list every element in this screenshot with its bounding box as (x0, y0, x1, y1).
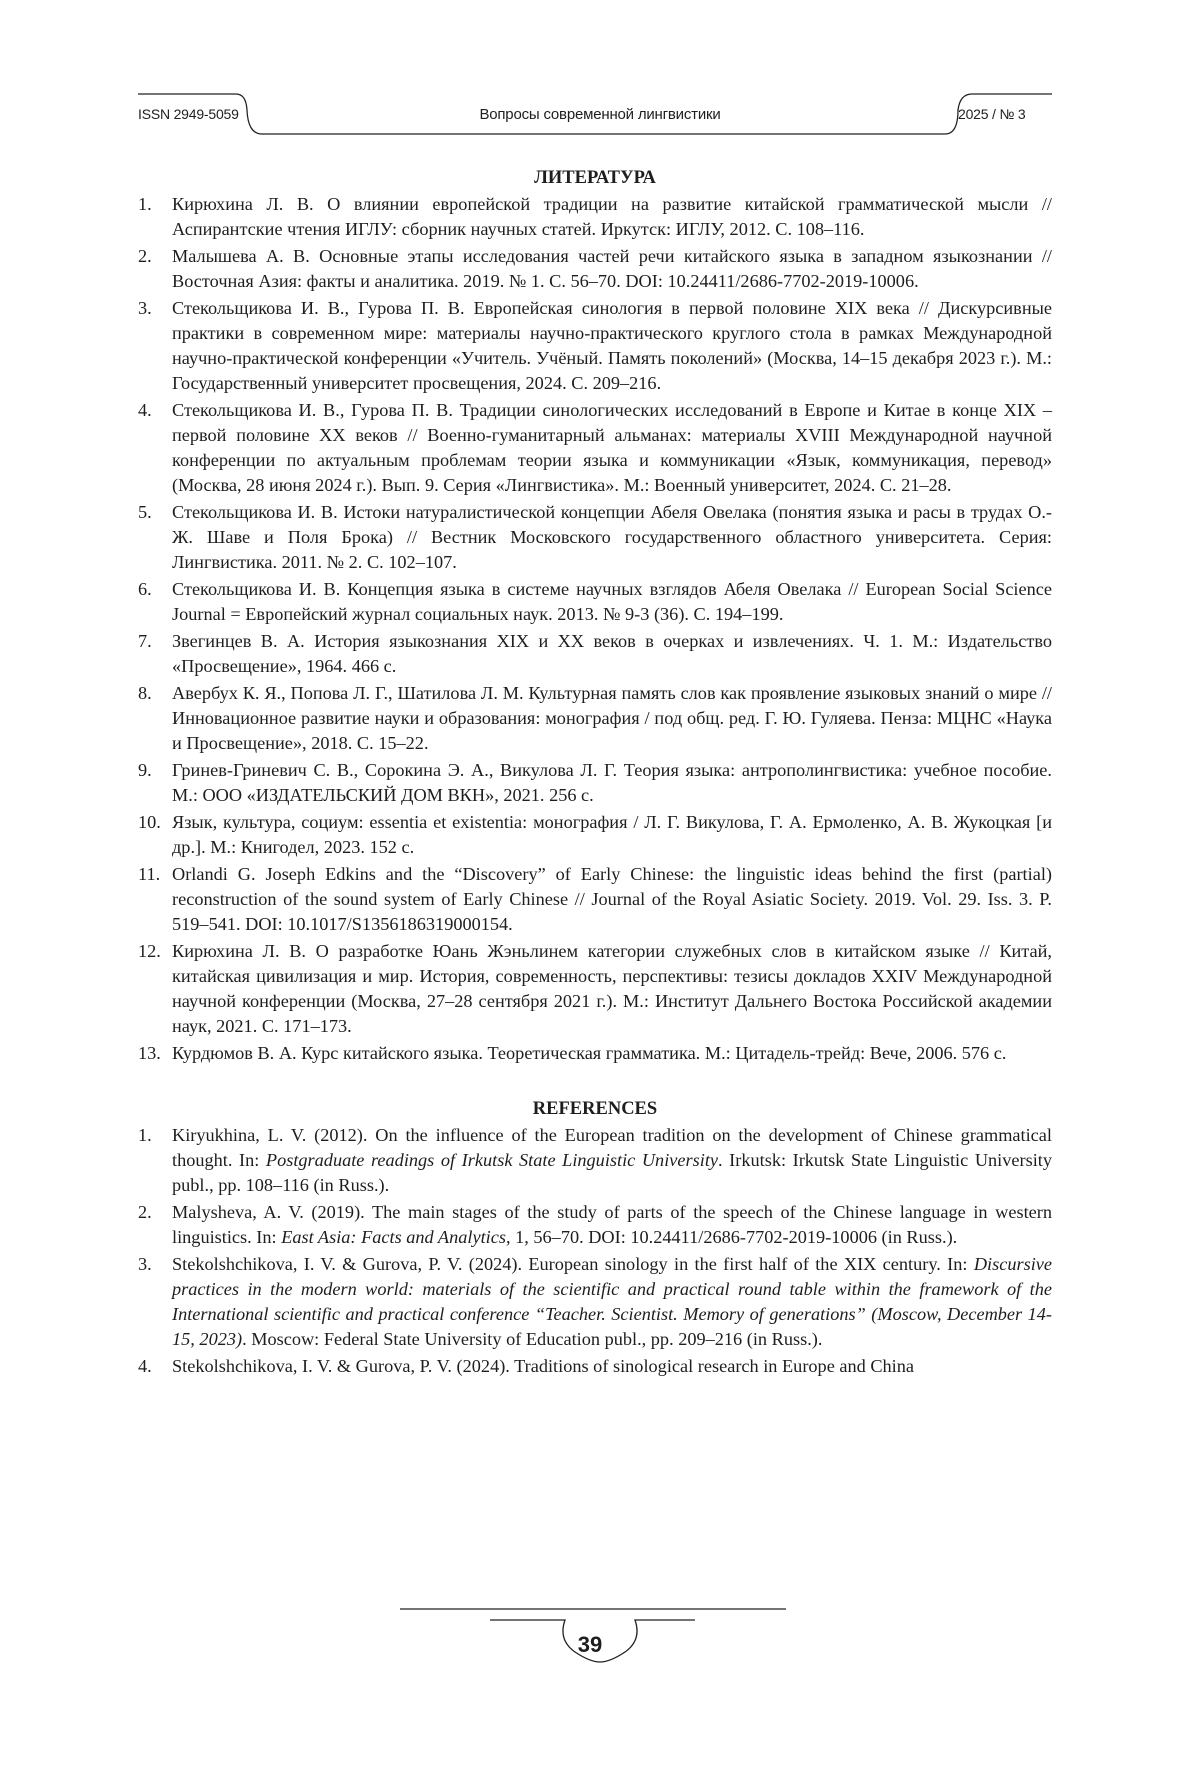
reference-text: Гринев-Гриневич С. В., Сорокина Э. А., Викулова Л. Г. Теория языка: антрополингвистика: учебное пособие. М.: ООО «ИЗДАТЕЛЬСКИЙ ДОМ ВКН», 2021. 256 с. (172, 758, 1052, 808)
reference-text-main: Kiryukhina, L. V. (2012). On the influence of the European tradition on the development of Chinese grammatical thought. In: (172, 1125, 1052, 1170)
references-heading: REFERENCES (138, 1097, 1052, 1122)
reference-item (138, 758, 1052, 808)
reference-text: Кирюхина Л. В. О влиянии европейской традиции на развитие китайской грамматической мысли // Аспирантские чтения ИГЛУ: сборник научных статей. Иркутск: ИГЛУ, 2012. С. 108–116. (172, 192, 1052, 242)
reference-number: 3. (138, 1252, 172, 1352)
reference-number: 1. (138, 1123, 172, 1198)
reference-number: 9. (138, 758, 172, 808)
reference-number: 2. (138, 244, 172, 294)
reference-item (138, 1252, 1052, 1352)
reference-item (138, 862, 1052, 937)
journal-issn: ISSN 2949-5059 (138, 106, 239, 122)
literature-list (138, 192, 1052, 1066)
page-number: 39 (560, 1632, 620, 1658)
reference-text-main: Stekolshchikova, I. V. & Gurova, P. V. (2024). European sinology in the first half of the XIX century. In: (172, 1254, 974, 1274)
reference-text: Стекольщикова И. В., Гурова П. В. Европейская синология в первой половине XIX века // Дискурсивные практики в современном мире: материалы научно-практического круглого стола в рамках Международной научно-практической конференции «Учитель. Учёный. Память поколений» (Москва, 14–15 декабря 2023 г.). М.: Государственный университет просвещения, 2024. С. 209–216. (172, 296, 1052, 396)
reference-number: 2. (138, 1200, 172, 1250)
reference-item (138, 398, 1052, 498)
reference-item (138, 1041, 1052, 1066)
reference-text-tail: . Moscow: Federal State University of Education publ., pp. 209–216 (in Russ.). (242, 1329, 822, 1349)
reference-number: 4. (138, 398, 172, 498)
reference-item (138, 1354, 1052, 1379)
page-content (138, 166, 1052, 1381)
reference-number: 3. (138, 296, 172, 396)
reference-item (138, 296, 1052, 396)
reference-number: 5. (138, 500, 172, 575)
reference-text: Курдюмов В. А. Курс китайского языка. Теоретическая грамматика. М.: Цитадель-трейд: Вече, 2006. 576 с. (172, 1041, 1052, 1066)
reference-number: 12. (138, 939, 172, 1039)
reference-text: Стекольщикова И. В. Концепция языка в системе научных взглядов Абеля Овелака // European Social Science Journal = Европейский журнал социальных наук. 2013. № 9-3 (36). С. 194–199. (172, 577, 1052, 627)
reference-text (172, 1354, 1052, 1379)
reference-text (172, 1123, 1052, 1198)
reference-text-tail: . Irkutsk: Irkutsk State Linguistic University publ., pp. 108–116 (in Russ.). (172, 1150, 1052, 1195)
reference-item (138, 577, 1052, 627)
reference-text: Стекольщикова И. В. Истоки натуралистической концепции Абеля Овелака (понятия языка и расы в трудах О.-Ж. Шаве и Поля Брока) // Вестник Московского государственного областного университета. Серия: Лингвистика. 2011. № 2. С. 102–107. (172, 500, 1052, 575)
reference-item (138, 629, 1052, 679)
reference-text: Звегинцев В. А. История языкознания XIX и XX веков в очерках и извлечениях. Ч. 1. М.: Издательство «Просвещение», 1964. 466 с. (172, 629, 1052, 679)
reference-number: 10. (138, 810, 172, 860)
reference-source-title: Postgraduate readings of Irkutsk State Linguistic University (266, 1150, 718, 1170)
journal-title: Вопросы современной лингвистики (0, 106, 1200, 123)
reference-text-main: Malysheva, A. V. (2019). The main stages of the study of parts of the speech of the Chinese language in western linguistics. In: (172, 1202, 1052, 1247)
reference-item (138, 500, 1052, 575)
reference-number: 11. (138, 862, 172, 937)
reference-item (138, 810, 1052, 860)
reference-text (172, 1252, 1052, 1352)
reference-text: Авербух К. Я., Попова Л. Г., Шатилова Л. М. Культурная память слов как проявление языковых знаний о мире // Инновационное развитие науки и образования: монография / под общ. ред. Г. Ю. Гуляева. Пенза: МЦНС «Наука и Просвещение», 2018. С. 15–22. (172, 681, 1052, 756)
reference-text: Малышева А. В. Основные этапы исследования частей речи китайского языка в западном языкознании // Восточная Азия: факты и аналитика. 2019. № 1. С. 56–70. DOI: 10.24411/2686-7702-2019-10006. (172, 244, 1052, 294)
reference-number: 13. (138, 1041, 172, 1066)
reference-text: Orlandi G. Joseph Edkins and the “Discovery” of Early Chinese: the linguistic ideas behind the first (partial) reconstruction of the sound system of Early Chinese // Journal of the Royal Asiatic Society. 2019. Vol. 29. Iss. 3. P. 519–541. DOI: 10.1017/S1356186319000154. (172, 862, 1052, 937)
reference-source-title: Discursive practices in the modern world: materials of the scientific and practical round table within the framework of the International scientific and practical conference “Teacher. Scientist. Memory of generations” (Moscow, December 14-15, 2023) (172, 1254, 1052, 1349)
reference-text: Язык, культура, социум: essentia et existentia: монография / Л. Г. Викулова, Г. А. Ермоленко, А. В. Жукоцкая [и др.]. М.: Книгодел, 2023. 152 с. (172, 810, 1052, 860)
reference-number: 6. (138, 577, 172, 627)
reference-item (138, 192, 1052, 242)
issue-number: 2025 / № 3 (958, 106, 1026, 122)
reference-text (172, 1200, 1052, 1250)
reference-text: Стекольщикова И. В., Гурова П. В. Традиции синологических исследований в Европе и Китае в конце XIX – первой половине XX веков // Военно-гуманитарный альманах: материалы XVIII Международной научной конференции по актуальным проблемам теории языка и коммуникации «Язык, коммуникация, перевод» (Москва, 28 июня 2024 г.). Вып. 9. Серия «Лингвистика». М.: Военный университет, 2024. С. 21–28. (172, 398, 1052, 498)
reference-text-main: Stekolshchikova, I. V. & Gurova, P. V. (2024). Traditions of sinological research in Europe and China (172, 1356, 914, 1376)
reference-source-title: East Asia: Facts and Analytics (281, 1227, 506, 1247)
reference-item (138, 244, 1052, 294)
reference-number: 1. (138, 192, 172, 242)
literature-heading: ЛИТЕРАТУРА (138, 166, 1052, 191)
reference-item (138, 1123, 1052, 1198)
reference-item (138, 681, 1052, 756)
reference-item (138, 939, 1052, 1039)
reference-number: 8. (138, 681, 172, 756)
reference-text: Кирюхина Л. В. О разработке Юань Жэньлинем категории служебных слов в китайском языке // Китай, китайская цивилизация и мир. История, современность, перспективы: тезисы докладов XXIV Международной научной конференции (Москва, 27–28 сентября 2021 г.). М.: Институт Дальнего Востока Российской академии наук, 2021. С. 171–173. (172, 939, 1052, 1039)
header-frame (0, 0, 1200, 160)
reference-number: 7. (138, 629, 172, 679)
references-list (138, 1123, 1052, 1379)
reference-number: 4. (138, 1354, 172, 1379)
reference-item (138, 1200, 1052, 1250)
reference-text-tail: , 1, 56–70. DOI: 10.24411/2686-7702-2019-10006 (in Russ.). (506, 1227, 957, 1247)
